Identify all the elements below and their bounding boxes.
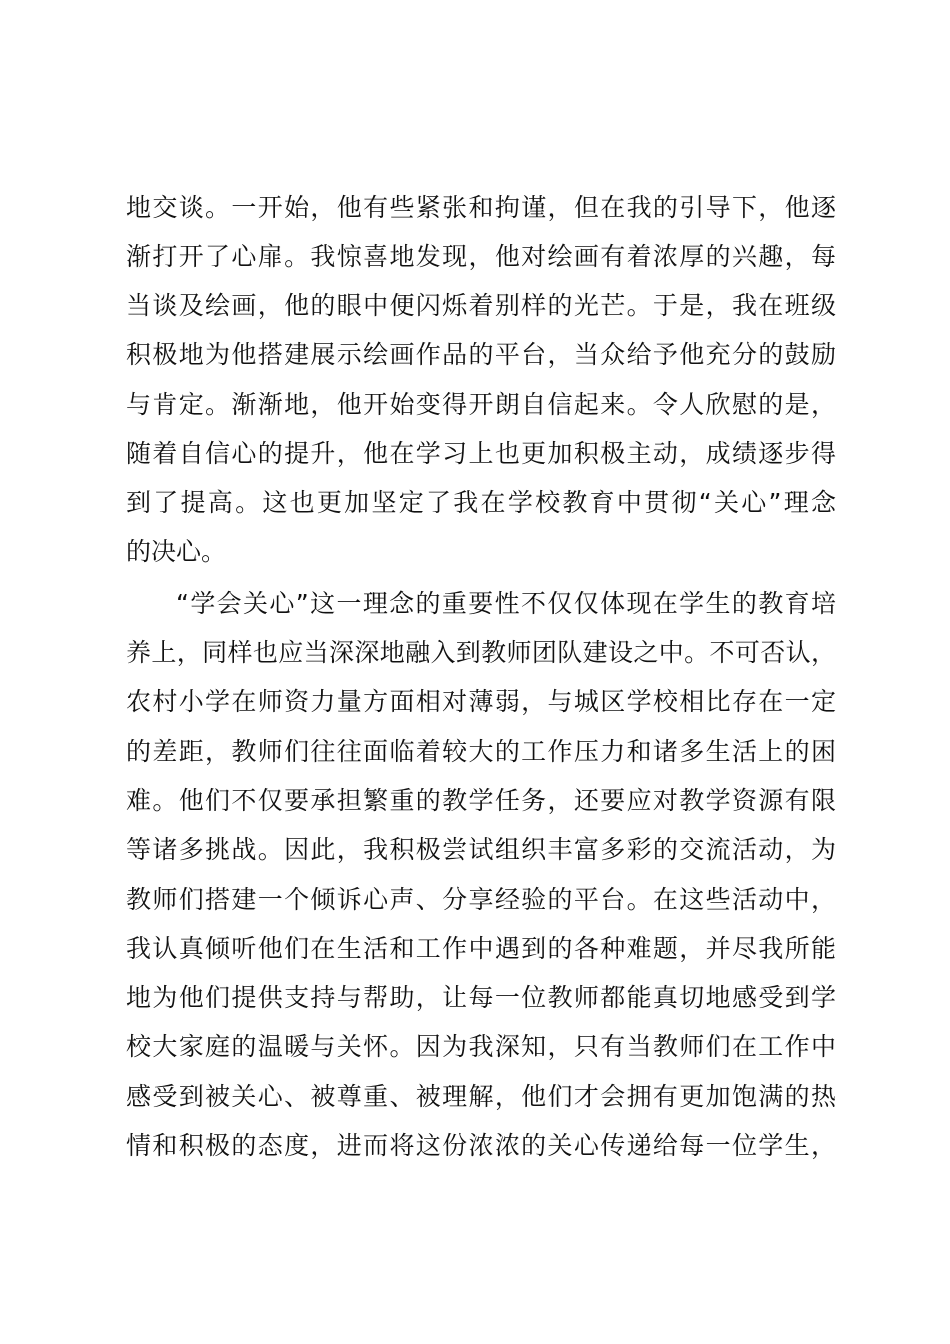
text-line: 与肯定。渐渐地，他开始变得开朗自信起来。令人欣慰的是，: [126, 390, 836, 419]
text-line: 我认真倾听他们在生活和工作中遇到的各种难题，并尽我所能: [126, 934, 836, 963]
text-line: 积极地为他搭建展示绘画作品的平台，当众给予他充分的鼓励: [126, 340, 836, 369]
text-line: 教师们搭建一个倾诉心声、分享经验的平台。在这些活动中，: [126, 885, 836, 914]
text-line: 的决心。: [126, 537, 227, 566]
text-line: 感受到被关心、被尊重、被理解，他们才会拥有更加饱满的热: [126, 1082, 836, 1111]
paragraph-first-line: “学会关心”这一理念的重要性不仅仅体现在学生的教育培: [176, 589, 836, 618]
text-line: 的差距，教师们往往面临着较大的工作压力和诸多生活上的困: [126, 737, 836, 766]
text-line: 等诸多挑战。因此，我积极尝试组织丰富多彩的交流活动，为: [126, 835, 836, 864]
text-line: 校大家庭的温暖与关怀。因为我深知，只有当教师们在工作中: [126, 1032, 836, 1061]
text-line: 农村小学在师资力量方面相对薄弱，与城区学校相比存在一定: [126, 687, 836, 716]
text-line: 渐打开了心扉。我惊喜地发现，他对绘画有着浓厚的兴趣，每: [126, 242, 836, 271]
text-line: 随着自信心的提升，他在学习上也更加积极主动，成绩逐步得: [126, 439, 836, 468]
text-line: 情和积极的态度，进而将这份浓浓的关心传递给每一位学生，: [126, 1131, 836, 1160]
text-line: 难。他们不仅要承担繁重的教学任务，还要应对教学资源有限: [126, 786, 836, 815]
text-line: 当谈及绘画，他的眼中便闪烁着别样的光芒。于是，我在班级: [126, 291, 836, 320]
text-line: 地为他们提供支持与帮助，让每一位教师都能真切地感受到学: [126, 983, 836, 1012]
text-line: 养上，同样也应当深深地融入到教师团队建设之中。不可否认，: [126, 638, 836, 667]
text-line: 地交谈。一开始，他有些紧张和拘谨，但在我的引导下，他逐: [126, 193, 836, 222]
text-line: 到了提高。这也更加坚定了我在学校教育中贯彻“关心”理念: [126, 488, 836, 517]
